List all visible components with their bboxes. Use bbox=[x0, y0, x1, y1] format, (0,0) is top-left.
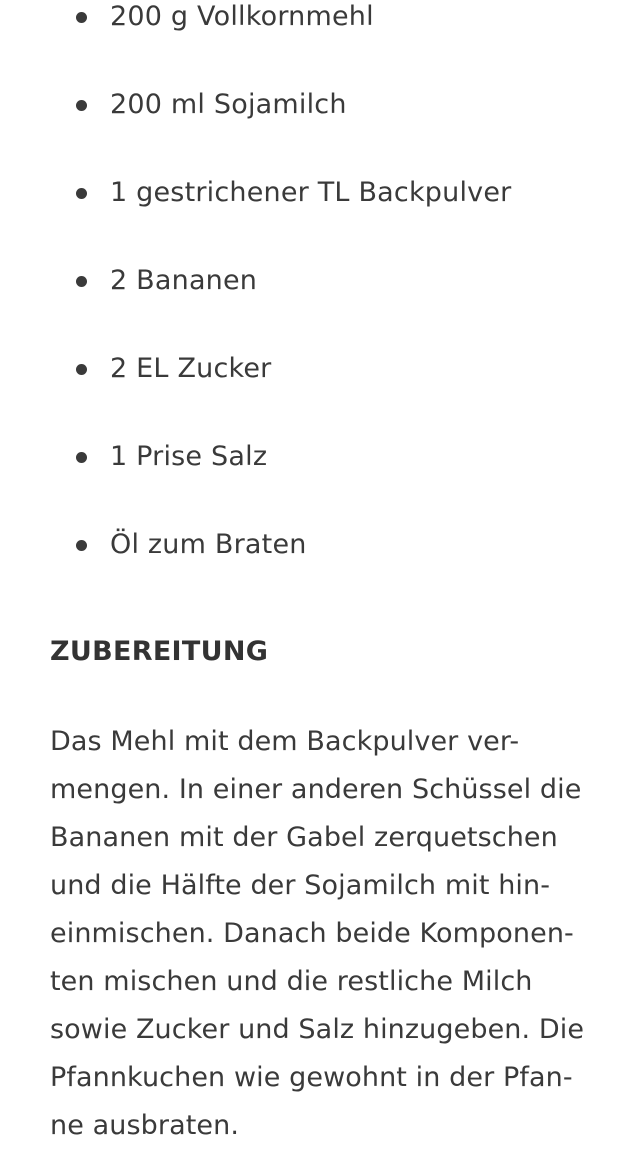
ingredient-item bbox=[0, 85, 640, 125]
ingredient-text: 2 Bananen bbox=[110, 265, 258, 296]
preparation-line: ne ausbraten. bbox=[50, 1110, 240, 1141]
preparation-line: ten mischen und die restliche Milch bbox=[50, 966, 533, 997]
bullet-icon bbox=[76, 452, 87, 463]
ingredient-item bbox=[0, 173, 640, 213]
preparation-text bbox=[50, 718, 610, 1150]
preparation-line: und die Hälfte der Sojamilch mit hin- bbox=[50, 870, 551, 901]
bullet-icon bbox=[76, 12, 87, 23]
bullet-icon bbox=[76, 188, 87, 199]
ingredient-text: 1 Prise Salz bbox=[110, 441, 268, 472]
ingredient-text: 200 ml Sojamilch bbox=[110, 89, 347, 120]
preparation-line: mengen. In einer anderen Schüssel die bbox=[50, 774, 582, 805]
ingredient-text: 1 gestrichener TL Backpulver bbox=[110, 177, 512, 208]
ingredient-item bbox=[0, 437, 640, 477]
ingredient-item bbox=[0, 0, 640, 37]
preparation-line: sowie Zucker und Salz hinzugeben. Die bbox=[50, 1014, 585, 1045]
preparation-line: Pfannkuchen wie gewohnt in der Pfan- bbox=[50, 1062, 573, 1093]
preparation-line: Das Mehl mit dem Backpulver ver- bbox=[50, 726, 520, 757]
ingredient-text: 200 g Vollkornmehl bbox=[110, 1, 374, 32]
bullet-icon bbox=[76, 276, 87, 287]
bullet-icon bbox=[76, 100, 87, 111]
bullet-icon bbox=[76, 364, 87, 375]
preparation-line: einmischen. Danach beide Komponen- bbox=[50, 918, 574, 949]
preparation-line: Bananen mit der Gabel zerquetschen bbox=[50, 822, 558, 853]
ingredient-item bbox=[0, 261, 640, 301]
ingredient-item bbox=[0, 349, 640, 389]
ingredient-text: Öl zum Braten bbox=[110, 529, 307, 560]
preparation-heading: ZUBEREITUNG bbox=[50, 636, 269, 667]
bullet-icon bbox=[76, 540, 87, 551]
ingredient-text: 2 EL Zucker bbox=[110, 353, 272, 384]
ingredient-item bbox=[0, 525, 640, 565]
